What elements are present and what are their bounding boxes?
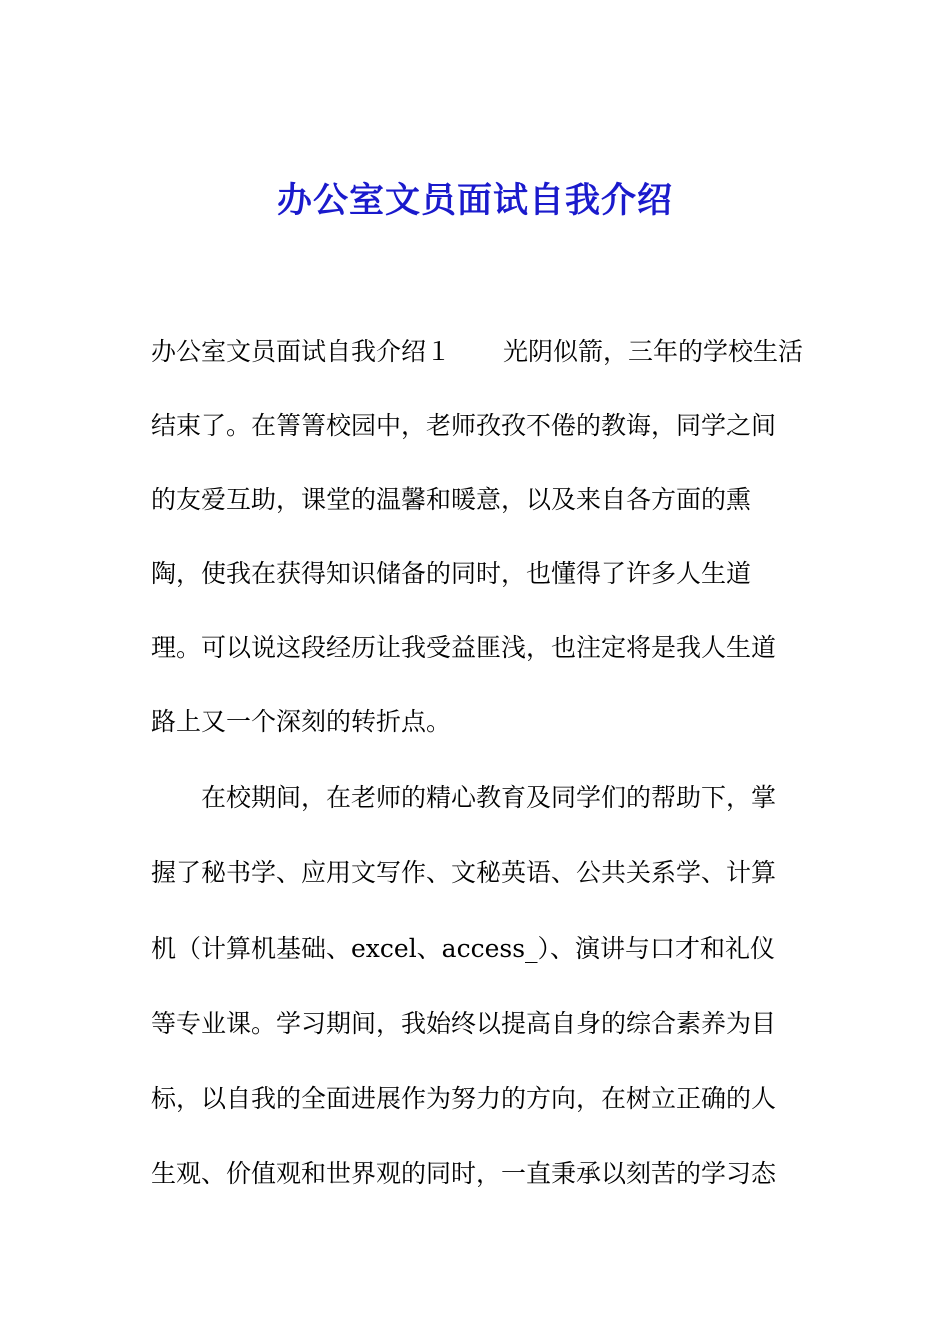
paragraph-line-11: 标，以自我的全面进展作为努力的方向，在树立正确的人: [151, 1084, 777, 1113]
paragraph-line-10: 等专业课。学习期间，我始终以提高自身的综合素养为目: [151, 1009, 777, 1038]
paragraph-line-2: 结束了。在箐箐校园中，老师孜孜不倦的教诲，同学之间: [151, 411, 777, 440]
paragraph-line-6: 路上又一个深刻的转折点。: [151, 707, 452, 736]
paragraph-line-5: 理。可以说这段经历让我受益匪浅，也注定将是我人生道: [151, 633, 777, 662]
paragraph-line-9: 机（计算机基础、excel、access_）、演讲与口才和礼仪: [151, 934, 776, 963]
paragraph-line-3: 的友爱互助，课堂的温馨和暖意，以及来自各方面的熏: [151, 485, 752, 514]
paragraph-line-12: 生观、价值观和世界观的同时，一直秉承以刻苦的学习态: [151, 1159, 777, 1188]
paragraph-line-4: 陶，使我在获得知识储备的同时，也懂得了许多人生道: [151, 559, 752, 588]
paragraph-line-1: [151, 334, 803, 370]
section-heading: 办公室文员面试自我介绍１: [151, 337, 452, 366]
paragraph-line-7: 在校期间，在老师的精心教育及同学们的帮助下，掌: [201, 783, 777, 812]
paragraph-line-8: 握了秘书学、应用文写作、文秘英语、公共关系学、计算: [151, 858, 777, 887]
paragraph-text: 光阴似箭，三年的学校生活: [503, 337, 804, 366]
document-title: 办公室文员面试自我介绍: [276, 180, 673, 221]
